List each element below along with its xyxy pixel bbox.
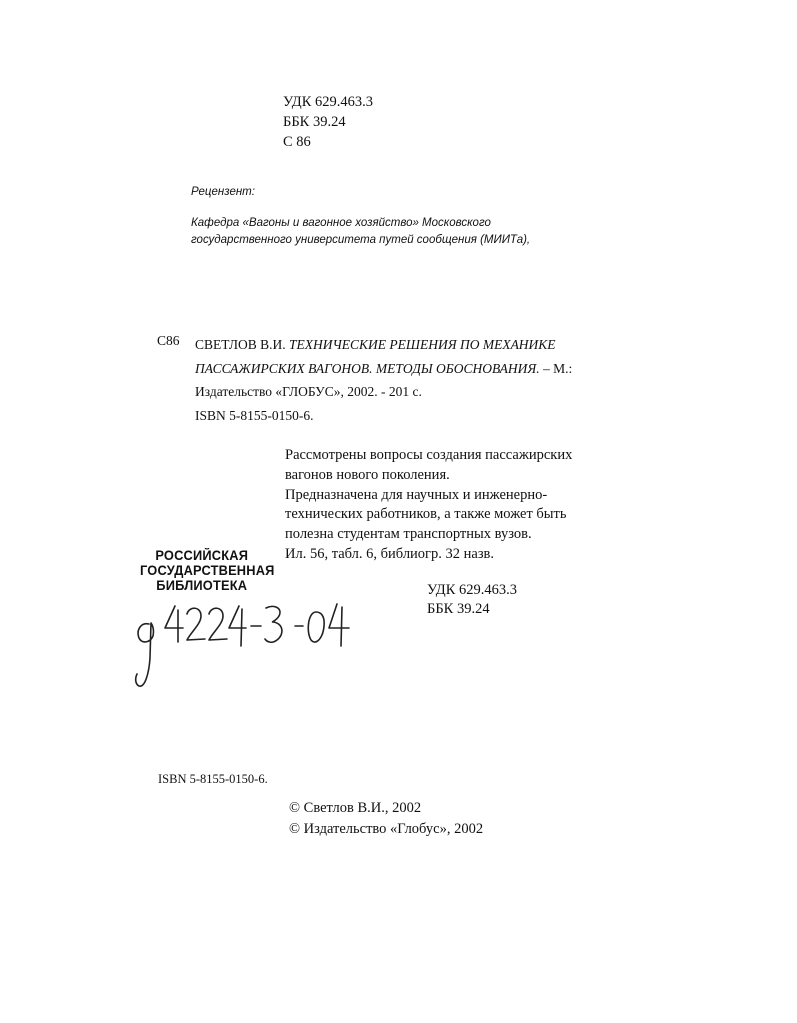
copyright-publisher: © Издательство «Глобус», 2002 xyxy=(289,821,484,837)
biblio-isbn: ISBN 5-8155-0150-6. xyxy=(195,407,314,423)
stamp-line: РОССИЙСКАЯ xyxy=(155,548,249,563)
biblio-publisher: Издательство «ГЛОБУС», 2002. - 201 с. xyxy=(195,384,422,399)
reviewer-label: Рецензент: xyxy=(191,186,255,198)
biblio-line-2 xyxy=(195,357,572,381)
annotation-line: Предназначена для научных и инженерно- xyxy=(285,486,548,503)
handwritten-number-text: g 4224 - 3 - 04 xyxy=(131,692,137,693)
reviewer-line: Кафедра «Вагоны и вагонное хозяйство» Московского xyxy=(191,217,491,229)
annotation-line: вагонов нового поколения. xyxy=(285,466,450,483)
annotation-line: Рассмотрены вопросы создания пассажирских xyxy=(285,447,573,463)
handwritten-inventory-number xyxy=(131,598,361,693)
stamp-line: ГОСУДАРСТВЕННАЯ xyxy=(140,563,275,578)
copyright xyxy=(289,798,483,840)
biblio-title-part1: ТЕХНИЧЕСКИЕ РЕШЕНИЯ ПО МЕХАНИКЕ xyxy=(289,337,556,352)
biblio-place: – М.: xyxy=(543,360,573,376)
biblio-author-code: С86 xyxy=(157,333,180,348)
annotation xyxy=(285,446,572,565)
copyright-author: © Светлов В.И., 2002 xyxy=(289,800,422,816)
udk-code-bottom: УДК 629.463.3 xyxy=(427,582,517,598)
udk-code: УДК 629.463.3 xyxy=(283,94,373,110)
bbk-code: ББК 39.24 xyxy=(283,114,346,130)
reviewer-line: государственного университета путей сообщения (МИИТа), xyxy=(191,234,531,246)
class-codes-top xyxy=(283,92,373,152)
biblio-title-part2: ПАССАЖИРСКИХ ВАГОНОВ. МЕТОДЫ ОБОСНОВАНИЯ. xyxy=(195,360,540,376)
bibliographic-entry xyxy=(195,333,572,427)
biblio-line-1 xyxy=(195,333,572,357)
class-codes-bottom xyxy=(427,581,517,619)
bbk-code-bottom: ББК 39.24 xyxy=(427,601,490,617)
annotation-line: Ил. 56, табл. 6, библиогр. 32 назв. xyxy=(285,545,495,562)
author-mark: С 86 xyxy=(283,134,311,150)
library-stamp xyxy=(140,548,275,593)
isbn-bottom: ISBN 5-8155-0150-6. xyxy=(158,772,268,786)
reviewer-text xyxy=(191,215,530,249)
biblio-author: СВЕТЛОВ В.И. xyxy=(195,337,286,352)
stamp-line: БИБЛИОТЕКА xyxy=(156,578,248,593)
annotation-line: технических работников, а также может быть xyxy=(285,506,567,523)
annotation-line: полезна студентам транспортных вузов. xyxy=(285,526,532,543)
